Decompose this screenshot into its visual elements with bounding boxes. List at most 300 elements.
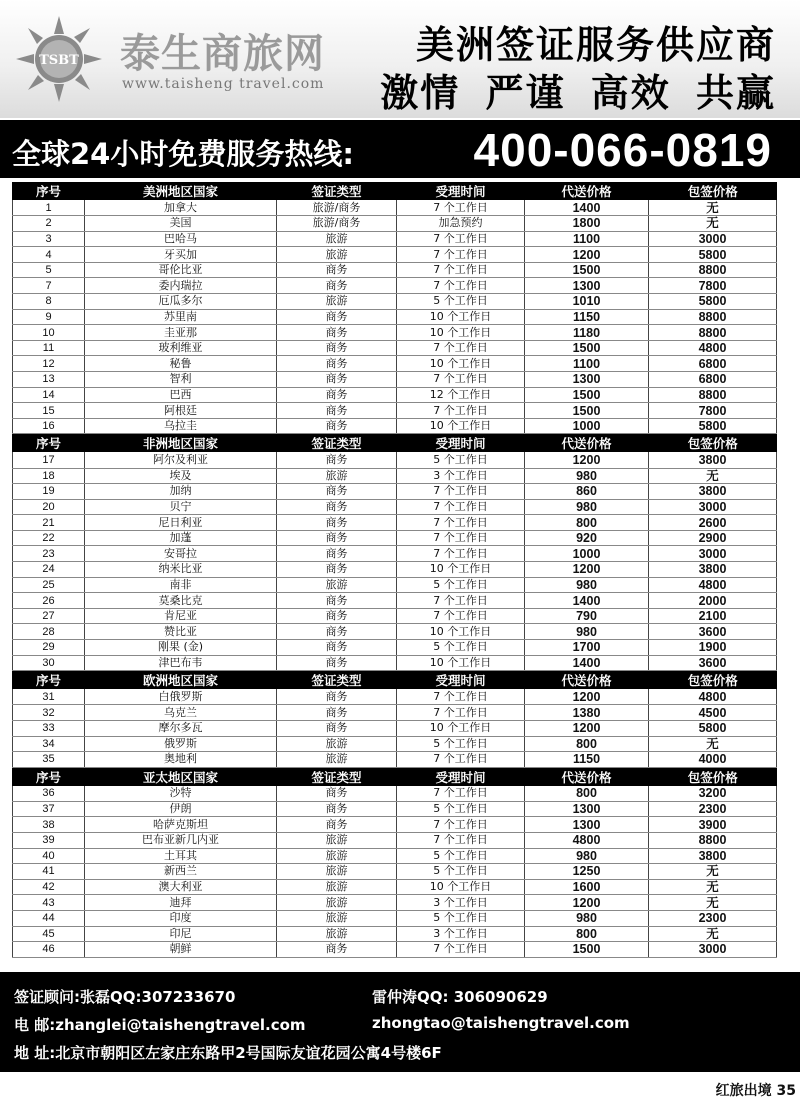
cell-country: 纳米比亚 [85, 562, 277, 578]
cell-no: 31 [13, 689, 85, 705]
table-row [13, 577, 777, 593]
cell-processing: 3 个工作日 [397, 895, 525, 911]
table-row [13, 720, 777, 736]
col-header-visa-type: 签证类型 [277, 434, 397, 453]
cell-processing: 10 个工作日 [397, 624, 525, 640]
cell-no: 42 [13, 879, 85, 895]
cell-no: 21 [13, 515, 85, 531]
cell-country: 摩尔多瓦 [85, 720, 277, 736]
cell-processing: 5 个工作日 [397, 801, 525, 817]
cell-processing: 5 个工作日 [397, 848, 525, 864]
cell-country: 南非 [85, 577, 277, 593]
cell-processing: 10 个工作日 [397, 356, 525, 372]
cell-agent-price: 790 [525, 608, 649, 624]
cell-processing: 7 个工作日 [397, 530, 525, 546]
cell-country: 尼日利亚 [85, 515, 277, 531]
cell-visa-type: 商务 [277, 403, 397, 419]
cell-visa-type: 商务 [277, 309, 397, 325]
cell-package-price: 8800 [649, 325, 777, 341]
cell-processing: 10 个工作日 [397, 309, 525, 325]
cell-country: 肯尼亚 [85, 608, 277, 624]
cell-package-price: 3000 [649, 942, 777, 958]
cell-processing: 5 个工作日 [397, 640, 525, 656]
cell-package-price: 3600 [649, 624, 777, 640]
cell-visa-type: 旅游 [277, 752, 397, 768]
cell-package-price: 4800 [649, 577, 777, 593]
cell-package-price: 3000 [649, 231, 777, 247]
table-row [13, 468, 777, 484]
cell-processing: 7 个工作日 [397, 546, 525, 562]
contact-footer [0, 972, 800, 1072]
logo-name: 泰生商旅网 [120, 31, 325, 77]
cell-agent-price: 1200 [525, 247, 649, 263]
cell-visa-type: 商务 [277, 515, 397, 531]
cell-processing: 10 个工作日 [397, 720, 525, 736]
table-row [13, 817, 777, 833]
cell-visa-type: 商务 [277, 608, 397, 624]
cell-package-price: 8800 [649, 387, 777, 403]
table-row [13, 562, 777, 578]
cell-package-price: 3000 [649, 546, 777, 562]
cell-agent-price: 800 [525, 926, 649, 942]
cell-agent-price: 980 [525, 910, 649, 926]
cell-no: 23 [13, 546, 85, 562]
cell-agent-price: 1700 [525, 640, 649, 656]
cell-package-price: 无 [649, 895, 777, 911]
cell-no: 27 [13, 608, 85, 624]
cell-country: 乌克兰 [85, 705, 277, 721]
cell-processing: 7 个工作日 [397, 262, 525, 278]
cell-processing: 7 个工作日 [397, 484, 525, 500]
cell-agent-price: 1400 [525, 655, 649, 671]
cell-no: 45 [13, 926, 85, 942]
cell-processing: 7 个工作日 [397, 705, 525, 721]
cell-country: 贝宁 [85, 499, 277, 515]
cell-visa-type: 商务 [277, 372, 397, 388]
cell-agent-price: 1500 [525, 387, 649, 403]
cell-processing: 7 个工作日 [397, 499, 525, 515]
cell-processing: 7 个工作日 [397, 689, 525, 705]
cell-processing: 3 个工作日 [397, 468, 525, 484]
col-header-package-price: 包签价格 [649, 182, 777, 200]
col-header-package-price: 包签价格 [649, 671, 777, 690]
cell-package-price: 3900 [649, 817, 777, 833]
cell-package-price: 无 [649, 879, 777, 895]
cell-package-price: 无 [649, 864, 777, 880]
cell-processing: 7 个工作日 [397, 247, 525, 263]
cell-country: 厄瓜多尔 [85, 294, 277, 310]
cell-package-price: 3800 [649, 562, 777, 578]
cell-country: 玻利维亚 [85, 340, 277, 356]
cell-no: 7 [13, 278, 85, 294]
cell-package-price: 8800 [649, 309, 777, 325]
cell-country: 加蓬 [85, 530, 277, 546]
cell-processing: 5 个工作日 [397, 577, 525, 593]
cell-visa-type: 商务 [277, 325, 397, 341]
cell-country: 牙买加 [85, 247, 277, 263]
cell-no: 26 [13, 593, 85, 609]
table-row [13, 200, 777, 216]
cell-no: 13 [13, 372, 85, 388]
cell-agent-price: 1300 [525, 278, 649, 294]
cell-package-price: 3000 [649, 499, 777, 515]
cell-no: 3 [13, 231, 85, 247]
cell-country: 新西兰 [85, 864, 277, 880]
cell-country: 澳大利亚 [85, 879, 277, 895]
col-header-no: 序号 [13, 671, 85, 690]
table-row [13, 910, 777, 926]
cell-no: 4 [13, 247, 85, 263]
slogan-title: 美洲签证服务供应商 [415, 23, 776, 67]
table-row [13, 640, 777, 656]
visa-price-table [12, 182, 777, 958]
logo-url[interactable]: www.taisheng travel.com [122, 76, 325, 92]
cell-package-price: 8800 [649, 262, 777, 278]
cell-country: 阿尔及利亚 [85, 452, 277, 468]
cell-visa-type: 商务 [277, 278, 397, 294]
cell-agent-price: 800 [525, 515, 649, 531]
cell-package-price: 3600 [649, 655, 777, 671]
address: 地 址:北京市朝阳区左家庄东路甲2号国际友谊花园公寓4号楼6F [14, 1044, 442, 1062]
cell-package-price: 无 [649, 200, 777, 216]
email-zhanglei[interactable]: 电 邮:zhanglei@taishengtravel.com [14, 1016, 306, 1034]
cell-package-price: 无 [649, 216, 777, 232]
consultant-zhanglei: 签证顾问:张磊QQ:307233670 [14, 988, 236, 1006]
cell-agent-price: 1100 [525, 356, 649, 372]
cell-no: 46 [13, 942, 85, 958]
email-zhongtao[interactable]: zhongtao@taishengtravel.com [372, 1014, 630, 1032]
cell-no: 43 [13, 895, 85, 911]
section-header-row [13, 767, 777, 786]
cell-visa-type: 旅游 [277, 864, 397, 880]
col-header-agent-price: 代送价格 [525, 767, 649, 786]
table-row [13, 216, 777, 232]
cell-country: 安哥拉 [85, 546, 277, 562]
cell-visa-type: 旅游/商务 [277, 200, 397, 216]
cell-agent-price: 1600 [525, 879, 649, 895]
table-row [13, 262, 777, 278]
cell-processing: 12 个工作日 [397, 387, 525, 403]
cell-agent-price: 1500 [525, 262, 649, 278]
cell-country: 哈萨克斯坦 [85, 817, 277, 833]
cell-agent-price: 4800 [525, 832, 649, 848]
page-header [0, 0, 800, 118]
sun-logo-icon [14, 14, 104, 104]
consultant-leizhongtao: 雷仲涛QQ: 306090629 [372, 988, 548, 1006]
page-number: 红旅出境 35 [715, 1083, 796, 1099]
cell-processing: 10 个工作日 [397, 325, 525, 341]
cell-processing: 7 个工作日 [397, 817, 525, 833]
table-row [13, 278, 777, 294]
table-row [13, 387, 777, 403]
col-header-processing: 受理时间 [397, 182, 525, 200]
cell-visa-type: 商务 [277, 720, 397, 736]
cell-no: 8 [13, 294, 85, 310]
table-row [13, 340, 777, 356]
cell-country: 巴西 [85, 387, 277, 403]
col-header-no: 序号 [13, 767, 85, 786]
cell-processing: 7 个工作日 [397, 340, 525, 356]
cell-processing: 10 个工作日 [397, 562, 525, 578]
cell-no: 16 [13, 418, 85, 434]
cell-package-price: 6800 [649, 372, 777, 388]
cell-processing: 5 个工作日 [397, 910, 525, 926]
cell-country: 赞比亚 [85, 624, 277, 640]
cell-no: 20 [13, 499, 85, 515]
cell-agent-price: 1500 [525, 942, 649, 958]
cell-country: 俄罗斯 [85, 736, 277, 752]
cell-country: 津巴布韦 [85, 655, 277, 671]
cell-no: 33 [13, 720, 85, 736]
cell-agent-price: 1300 [525, 801, 649, 817]
cell-visa-type: 商务 [277, 593, 397, 609]
table-row [13, 418, 777, 434]
cell-country: 埃及 [85, 468, 277, 484]
cell-agent-price: 1250 [525, 864, 649, 880]
cell-visa-type: 旅游 [277, 468, 397, 484]
cell-country: 圭亚那 [85, 325, 277, 341]
cell-package-price: 4800 [649, 340, 777, 356]
cell-no: 10 [13, 325, 85, 341]
cell-no: 5 [13, 262, 85, 278]
cell-package-price: 5800 [649, 720, 777, 736]
col-header-processing: 受理时间 [397, 767, 525, 786]
cell-package-price: 2300 [649, 801, 777, 817]
cell-country: 巴布亚新几内亚 [85, 832, 277, 848]
cell-visa-type: 商务 [277, 786, 397, 802]
cell-country: 阿根廷 [85, 403, 277, 419]
cell-agent-price: 980 [525, 499, 649, 515]
cell-package-price: 无 [649, 926, 777, 942]
table-row [13, 705, 777, 721]
col-header-visa-type: 签证类型 [277, 182, 397, 200]
cell-processing: 7 个工作日 [397, 403, 525, 419]
cell-visa-type: 商务 [277, 689, 397, 705]
col-header-region: 美洲地区国家 [85, 182, 277, 200]
cell-visa-type: 旅游 [277, 231, 397, 247]
table-row [13, 325, 777, 341]
cell-package-price: 无 [649, 468, 777, 484]
cell-visa-type: 商务 [277, 801, 397, 817]
cell-visa-type: 商务 [277, 340, 397, 356]
cell-no: 36 [13, 786, 85, 802]
cell-country: 伊朗 [85, 801, 277, 817]
table-row [13, 801, 777, 817]
cell-agent-price: 1400 [525, 200, 649, 216]
cell-package-price: 3800 [649, 848, 777, 864]
cell-no: 25 [13, 577, 85, 593]
table-row [13, 356, 777, 372]
col-header-region: 亚太地区国家 [85, 767, 277, 786]
cell-agent-price: 1010 [525, 294, 649, 310]
cell-package-price: 7800 [649, 403, 777, 419]
cell-no: 2 [13, 216, 85, 232]
cell-agent-price: 1180 [525, 325, 649, 341]
cell-country: 白俄罗斯 [85, 689, 277, 705]
col-header-processing: 受理时间 [397, 671, 525, 690]
table-row [13, 231, 777, 247]
cell-country: 土耳其 [85, 848, 277, 864]
col-header-agent-price: 代送价格 [525, 182, 649, 200]
cell-agent-price: 1300 [525, 372, 649, 388]
table-row [13, 530, 777, 546]
cell-no: 39 [13, 832, 85, 848]
table-row [13, 942, 777, 958]
cell-no: 24 [13, 562, 85, 578]
cell-country: 印尼 [85, 926, 277, 942]
table-row [13, 864, 777, 880]
cell-country: 迪拜 [85, 895, 277, 911]
table-row [13, 786, 777, 802]
cell-country: 智利 [85, 372, 277, 388]
cell-visa-type: 旅游 [277, 577, 397, 593]
cell-agent-price: 1150 [525, 752, 649, 768]
cell-visa-type: 商务 [277, 705, 397, 721]
cell-processing: 5 个工作日 [397, 294, 525, 310]
table-row [13, 294, 777, 310]
cell-country: 奥地利 [85, 752, 277, 768]
cell-visa-type: 商务 [277, 640, 397, 656]
table-row [13, 515, 777, 531]
cell-no: 11 [13, 340, 85, 356]
table-row [13, 608, 777, 624]
cell-agent-price: 1200 [525, 562, 649, 578]
cell-package-price: 2600 [649, 515, 777, 531]
cell-visa-type: 商务 [277, 418, 397, 434]
table-row [13, 655, 777, 671]
cell-package-price: 无 [649, 736, 777, 752]
cell-visa-type: 旅游 [277, 294, 397, 310]
cell-visa-type: 商务 [277, 484, 397, 500]
table-row [13, 736, 777, 752]
cell-visa-type: 商务 [277, 499, 397, 515]
table-row [13, 879, 777, 895]
col-header-package-price: 包签价格 [649, 434, 777, 453]
cell-country: 加拿大 [85, 200, 277, 216]
cell-processing: 5 个工作日 [397, 736, 525, 752]
table-row [13, 832, 777, 848]
section-header-row [13, 182, 777, 200]
cell-country: 莫桑比克 [85, 593, 277, 609]
cell-visa-type: 旅游 [277, 736, 397, 752]
cell-processing: 7 个工作日 [397, 786, 525, 802]
cell-country: 委内瑞拉 [85, 278, 277, 294]
cell-agent-price: 1200 [525, 895, 649, 911]
visa-price-table-wrap [12, 182, 776, 958]
cell-no: 17 [13, 452, 85, 468]
cell-processing: 10 个工作日 [397, 879, 525, 895]
cell-visa-type: 旅游 [277, 848, 397, 864]
cell-processing: 7 个工作日 [397, 593, 525, 609]
cell-agent-price: 1200 [525, 720, 649, 736]
col-header-region: 非洲地区国家 [85, 434, 277, 453]
col-header-package-price: 包签价格 [649, 767, 777, 786]
cell-agent-price: 1500 [525, 340, 649, 356]
cell-processing: 7 个工作日 [397, 200, 525, 216]
table-row [13, 403, 777, 419]
cell-visa-type: 旅游/商务 [277, 216, 397, 232]
cell-visa-type: 商务 [277, 942, 397, 958]
cell-no: 18 [13, 468, 85, 484]
cell-visa-type: 旅游 [277, 247, 397, 263]
section-header-row [13, 434, 777, 453]
section-header-row [13, 671, 777, 690]
cell-package-price: 2300 [649, 910, 777, 926]
cell-package-price: 3200 [649, 786, 777, 802]
cell-no: 29 [13, 640, 85, 656]
cell-agent-price: 1100 [525, 231, 649, 247]
cell-agent-price: 1000 [525, 546, 649, 562]
cell-processing: 7 个工作日 [397, 608, 525, 624]
col-header-no: 序号 [13, 182, 85, 200]
cell-package-price: 5800 [649, 418, 777, 434]
cell-agent-price: 1150 [525, 309, 649, 325]
cell-no: 12 [13, 356, 85, 372]
hotline-number[interactable]: 400-066-0819 [473, 124, 772, 176]
cell-no: 32 [13, 705, 85, 721]
cell-processing: 5 个工作日 [397, 864, 525, 880]
cell-package-price: 4000 [649, 752, 777, 768]
cell-package-price: 2100 [649, 608, 777, 624]
cell-processing: 7 个工作日 [397, 942, 525, 958]
table-row [13, 372, 777, 388]
cell-processing: 7 个工作日 [397, 752, 525, 768]
col-header-no: 序号 [13, 434, 85, 453]
cell-visa-type: 商务 [277, 562, 397, 578]
table-row [13, 546, 777, 562]
cell-visa-type: 商务 [277, 655, 397, 671]
cell-country: 哥伦比亚 [85, 262, 277, 278]
cell-agent-price: 1200 [525, 689, 649, 705]
table-row [13, 484, 777, 500]
table-row [13, 926, 777, 942]
cell-country: 加纳 [85, 484, 277, 500]
col-header-agent-price: 代送价格 [525, 671, 649, 690]
cell-country: 巴哈马 [85, 231, 277, 247]
cell-processing: 7 个工作日 [397, 832, 525, 848]
cell-visa-type: 商务 [277, 817, 397, 833]
cell-visa-type: 旅游 [277, 895, 397, 911]
cell-agent-price: 980 [525, 468, 649, 484]
cell-package-price: 2000 [649, 593, 777, 609]
cell-agent-price: 980 [525, 577, 649, 593]
cell-country: 苏里南 [85, 309, 277, 325]
cell-visa-type: 旅游 [277, 910, 397, 926]
cell-no: 19 [13, 484, 85, 500]
cell-no: 38 [13, 817, 85, 833]
cell-no: 30 [13, 655, 85, 671]
table-row [13, 689, 777, 705]
cell-country: 刚果 (金) [85, 640, 277, 656]
cell-processing: 7 个工作日 [397, 278, 525, 294]
cell-agent-price: 1400 [525, 593, 649, 609]
cell-visa-type: 旅游 [277, 926, 397, 942]
cell-no: 22 [13, 530, 85, 546]
col-header-region: 欧洲地区国家 [85, 671, 277, 690]
cell-agent-price: 860 [525, 484, 649, 500]
cell-package-price: 1900 [649, 640, 777, 656]
cell-country: 乌拉圭 [85, 418, 277, 434]
cell-package-price: 3800 [649, 452, 777, 468]
cell-no: 14 [13, 387, 85, 403]
cell-no: 35 [13, 752, 85, 768]
col-header-agent-price: 代送价格 [525, 434, 649, 453]
table-row [13, 624, 777, 640]
cell-processing: 10 个工作日 [397, 655, 525, 671]
cell-agent-price: 1300 [525, 817, 649, 833]
cell-agent-price: 1000 [525, 418, 649, 434]
cell-processing: 加急预约 [397, 216, 525, 232]
